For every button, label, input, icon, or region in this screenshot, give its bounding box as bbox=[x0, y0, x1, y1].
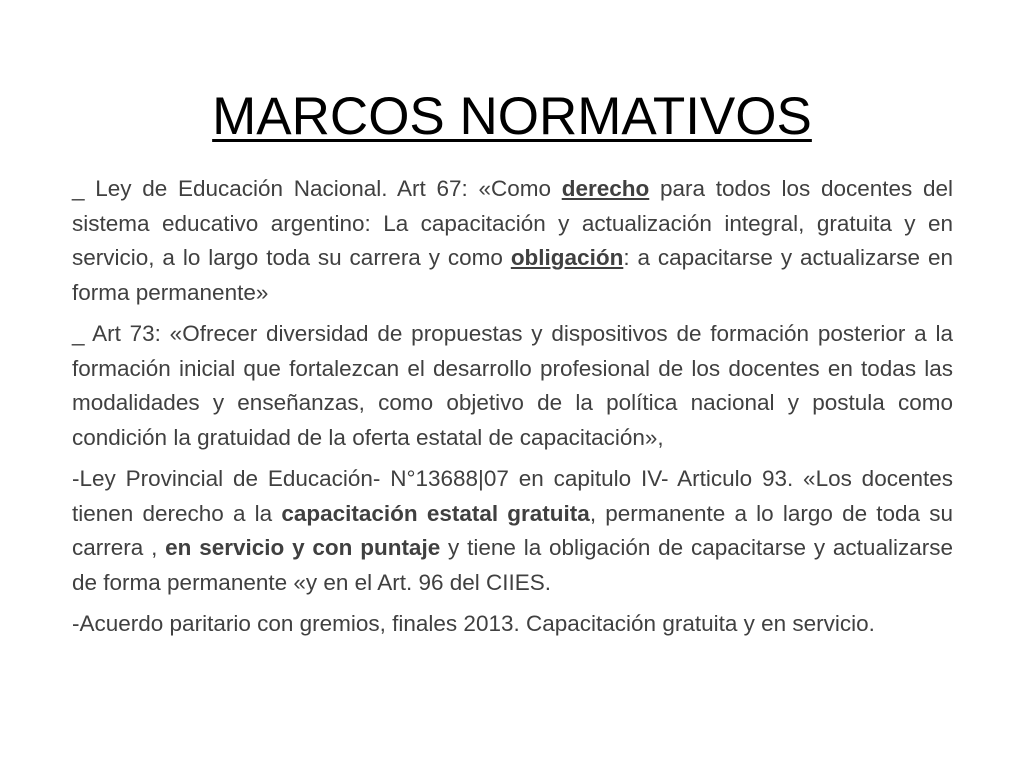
paragraph-ley-provincial bbox=[72, 462, 953, 600]
paragraph-acuerdo-paritario bbox=[72, 607, 953, 642]
slide-title bbox=[0, 86, 1024, 148]
slide-body bbox=[72, 172, 953, 649]
paragraph-text: _ Ley de Educación Nacional. Art 67: «Como bbox=[72, 176, 562, 201]
paragraph-text: -Acuerdo paritario con gremios, finales 2013. Capacitación gratuita y en servicio. bbox=[72, 611, 875, 636]
paragraph-text: , permanente a lo largo de toda su carrera , bbox=[72, 500, 954, 560]
bold-term-en-servicio: en servicio y con puntaje bbox=[165, 535, 441, 560]
paragraph-text: para todos los docentes del sistema educativo argentino: La capacitación y actualización integral, gratuita y en servicio, a lo largo toda su carrera y como bbox=[72, 176, 953, 270]
bold-term-capacitacion-estatal: capacitación estatal gratuita bbox=[281, 500, 590, 526]
underlined-term-obligacion: obligación bbox=[510, 245, 624, 270]
paragraph-text: y tiene la obligación de capacitarse y actualizarse de forma permanente «y en el Art. 96 del CIIES. bbox=[72, 535, 953, 595]
paragraph-text: : a capacitarse y actualizarse en forma permanente» bbox=[72, 245, 953, 305]
paragraph-text: -Ley Provincial de Educación- N°13688|07 en capitulo IV- Articulo 93. «Los docentes tienen derecho a la bbox=[72, 466, 953, 526]
paragraph-ley-educacion-nacional bbox=[72, 172, 953, 310]
underlined-term-derecho: derecho bbox=[561, 176, 650, 201]
paragraph-text: _ Art 73: «Ofrecer diversidad de propuestas y dispositivos de formación posterior a la formación inicial que fortalezcan el desarrollo profesional de los docentes en todas las modalidades y enseñanzas, como objetivo de la política nacional y postula como condición la gratuidad de la oferta estatal de capacitación», bbox=[72, 321, 953, 450]
paragraph-art-73 bbox=[72, 317, 953, 455]
slide-title-text: MARCOS NORMATIVOS bbox=[212, 87, 812, 146]
